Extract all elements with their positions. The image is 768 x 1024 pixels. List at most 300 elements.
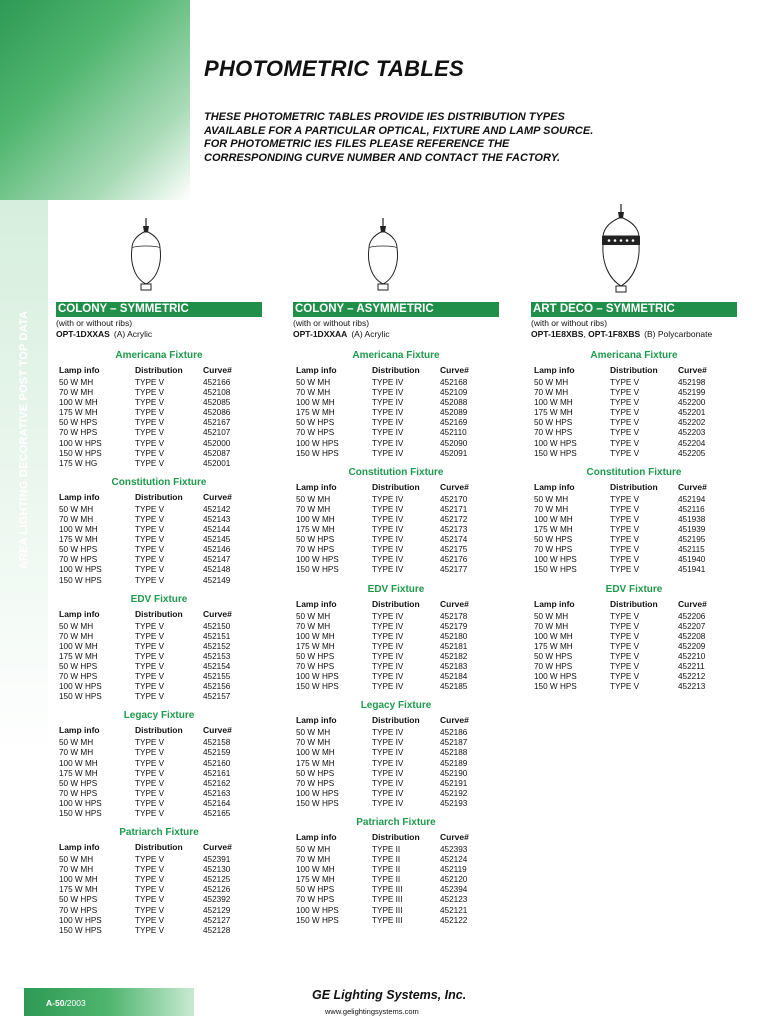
lamp-info-cell: 100 W MH — [296, 631, 335, 641]
distribution-cell: TYPE IV — [372, 788, 404, 798]
curve-cell: 452162 — [203, 778, 231, 788]
lamp-info-cell: 50 W MH — [534, 494, 569, 504]
header-distribution: Distribution — [372, 598, 420, 609]
fixture-title: Patriarch Fixture — [119, 827, 199, 839]
curve-cell: 452159 — [203, 748, 231, 758]
distribution-cell: TYPE V — [135, 798, 165, 808]
page-number-label: A-50 — [46, 998, 65, 1008]
fixture-table — [531, 466, 737, 576]
table-row — [56, 926, 262, 936]
table-row — [56, 555, 262, 565]
table-row — [56, 418, 262, 428]
lamp-info-cell: 150 W HPS — [59, 692, 102, 702]
distribution-cell: TYPE V — [135, 631, 165, 641]
lamp-info-cell: 50 W HPS — [534, 651, 573, 661]
lamp-info-cell: 100 W HPS — [534, 438, 577, 448]
distribution-cell: TYPE IV — [372, 565, 404, 575]
distribution-cell: TYPE IV — [372, 631, 404, 641]
table-row — [56, 779, 262, 789]
fixture-title: Patriarch Fixture — [356, 817, 436, 828]
distribution-cell: TYPE IV — [372, 611, 404, 621]
header-lamp: Lamp info — [296, 365, 337, 375]
distribution-cell: TYPE V — [610, 418, 640, 428]
distribution-cell: TYPE V — [135, 865, 165, 875]
table-header — [56, 363, 262, 378]
curve-cell: 452166 — [203, 378, 231, 387]
distribution-cell: TYPE V — [610, 535, 640, 545]
table-row — [56, 672, 262, 682]
distribution-cell: TYPE V — [610, 398, 640, 408]
curve-cell: 452146 — [203, 545, 231, 555]
distribution-cell: TYPE V — [135, 925, 165, 935]
table-row — [531, 535, 737, 545]
header-curve: Curve# — [678, 365, 707, 375]
table-row — [531, 449, 737, 459]
distribution-cell: TYPE V — [135, 738, 165, 748]
distribution-cell: TYPE V — [610, 641, 640, 651]
ribs-note: (with or without ribs) — [56, 318, 133, 328]
curve-cell: 452109 — [440, 388, 468, 398]
ribs-note: (with or without ribs) — [531, 318, 608, 328]
curve-cell: 452208 — [678, 631, 706, 641]
table-row — [531, 622, 737, 632]
lamp-info-cell: 50 W MH — [59, 855, 94, 865]
table-row — [56, 622, 262, 632]
distribution-cell: TYPE V — [135, 915, 165, 925]
table-row — [56, 865, 262, 875]
curve-cell: 452126 — [203, 885, 231, 895]
table-row — [293, 916, 499, 926]
curve-cell: 452213 — [678, 682, 706, 692]
header-lamp: Lamp info — [534, 365, 575, 375]
lamp-info-cell: 175 W MH — [59, 408, 98, 418]
table-header — [56, 490, 262, 505]
table-row — [56, 398, 262, 408]
lamp-info-cell: 100 W HPS — [296, 788, 339, 798]
distribution-cell: TYPE V — [135, 692, 165, 702]
lamp-info-cell: 50 W MH — [59, 738, 94, 748]
table-row — [293, 398, 499, 408]
curve-cell: 452189 — [440, 758, 468, 768]
curve-cell: 452203 — [678, 428, 706, 438]
table-row — [531, 388, 737, 398]
curve-cell: 452090 — [440, 438, 468, 448]
lamp-info-cell: 50 W HPS — [296, 535, 335, 545]
curve-cell: 452187 — [440, 738, 468, 748]
curve-cell: 452176 — [440, 555, 468, 565]
curve-cell: 452158 — [203, 738, 231, 748]
table-row — [293, 612, 499, 622]
distribution-cell: TYPE V — [135, 555, 165, 565]
lamp-info-cell: 100 W MH — [296, 865, 335, 875]
page-number — [46, 998, 86, 1008]
header-distribution: Distribution — [610, 481, 658, 492]
fixture-title: EDV Fixture — [130, 593, 188, 605]
table-row — [56, 408, 262, 418]
website-link[interactable]: www.gelightingsystems.com — [325, 1007, 419, 1016]
lamp-info-cell: 175 W HG — [59, 458, 98, 468]
curve-cell: 452206 — [678, 611, 706, 621]
distribution-cell: TYPE IV — [372, 672, 404, 682]
curve-cell: 452168 — [440, 378, 468, 387]
distribution-cell: TYPE IV — [372, 545, 404, 555]
option-code: OPT-1F8XBS — [588, 329, 641, 339]
distribution-cell: TYPE IV — [372, 525, 404, 535]
distribution-cell: TYPE V — [135, 504, 165, 514]
lamp-info-cell: 70 W HPS — [534, 545, 573, 555]
lamp-info-cell: 100 W HPS — [296, 438, 339, 448]
table-row — [531, 545, 737, 555]
option-codes — [293, 329, 499, 340]
curve-cell: 452188 — [440, 748, 468, 758]
curve-cell: 452107 — [203, 428, 231, 438]
table-row — [293, 535, 499, 545]
table-row — [531, 612, 737, 622]
fixture-table — [293, 466, 499, 576]
curve-cell: 452201 — [678, 408, 706, 418]
table-row — [56, 662, 262, 672]
table-row — [531, 555, 737, 565]
table-row — [293, 439, 499, 449]
table-row — [531, 642, 737, 652]
column-1 — [56, 302, 262, 936]
distribution-cell: TYPE V — [135, 621, 165, 631]
distribution-cell: TYPE IV — [372, 418, 404, 428]
fixture-table — [56, 476, 262, 586]
table-row — [56, 875, 262, 885]
curve-cell: 452142 — [203, 504, 231, 514]
fixture-table — [293, 349, 499, 459]
curve-cell: 452157 — [203, 692, 231, 702]
column-3 — [531, 302, 737, 692]
lamp-info-cell: 50 W HPS — [296, 885, 335, 895]
curve-cell: 452175 — [440, 545, 468, 555]
curve-cell: 452177 — [440, 565, 468, 575]
fixture-title: Constitution Fixture — [111, 476, 207, 488]
lamp-info-cell: 70 W MH — [296, 388, 331, 398]
header-curve: Curve# — [440, 832, 469, 842]
distribution-cell: TYPE V — [610, 504, 640, 514]
curve-cell: 452180 — [440, 631, 468, 641]
fixture-title: Americana Fixture — [590, 350, 678, 361]
curve-cell: 452120 — [440, 875, 468, 885]
option-tail: , — [583, 329, 589, 339]
distribution-cell: TYPE V — [135, 408, 165, 418]
distribution-cell: TYPE V — [610, 428, 640, 438]
lamp-info-cell: 150 W HPS — [296, 682, 339, 692]
table-row — [531, 428, 737, 438]
distribution-cell: TYPE V — [610, 545, 640, 555]
table-row — [56, 428, 262, 438]
curve-cell: 452393 — [440, 845, 468, 854]
side-strip — [0, 200, 48, 760]
curve-cell: 452172 — [440, 514, 468, 524]
lamp-info-cell: 175 W MH — [296, 641, 335, 651]
header-distribution: Distribution — [372, 832, 420, 842]
table-row — [531, 515, 737, 525]
curve-cell: 452091 — [440, 448, 468, 458]
header-distribution: Distribution — [372, 481, 420, 492]
distribution-cell: TYPE V — [135, 428, 165, 438]
curve-cell: 452127 — [203, 915, 231, 925]
table-row — [531, 632, 737, 642]
distribution-cell: TYPE V — [135, 565, 165, 575]
lamp-info-cell: 175 W MH — [59, 768, 98, 778]
distribution-cell: TYPE V — [135, 672, 165, 682]
table-row — [56, 632, 262, 642]
distribution-cell: TYPE IV — [372, 682, 404, 692]
table-row — [56, 769, 262, 779]
lamp-info-cell: 50 W MH — [534, 611, 569, 621]
curve-cell: 452202 — [678, 418, 706, 428]
distribution-cell: TYPE V — [610, 611, 640, 621]
curve-cell: 452130 — [203, 865, 231, 875]
distribution-cell: TYPE IV — [372, 651, 404, 661]
lamp-info-cell: 100 W HPS — [59, 682, 102, 692]
header-curve: Curve# — [203, 608, 232, 619]
fixture-table — [531, 583, 737, 693]
curve-cell: 452193 — [440, 798, 468, 808]
lamp-info-cell: 70 W HPS — [296, 545, 335, 555]
lamp-info-cell: 50 W MH — [59, 378, 94, 387]
header-distribution: Distribution — [610, 598, 658, 609]
lamp-info-cell: 100 W MH — [59, 398, 98, 408]
distribution-cell: TYPE IV — [372, 738, 404, 748]
distribution-cell: TYPE V — [135, 809, 165, 818]
distribution-cell: TYPE V — [610, 388, 640, 398]
distribution-cell: TYPE V — [135, 905, 165, 915]
lamp-info-cell: 50 W HPS — [59, 661, 98, 671]
lamp-info-cell: 50 W HPS — [296, 651, 335, 661]
curve-cell: 452154 — [203, 661, 231, 671]
lamp-info-cell: 150 W HPS — [534, 448, 577, 458]
lamp-info-cell: 100 W HPS — [59, 915, 102, 925]
lamp-info-cell: 70 W HPS — [59, 555, 98, 565]
header-curve: Curve# — [440, 715, 469, 726]
distribution-cell: TYPE V — [135, 525, 165, 535]
distribution-cell: TYPE IV — [372, 748, 404, 758]
curve-cell: 452116 — [678, 504, 705, 514]
curve-cell: 452085 — [203, 398, 231, 408]
distribution-cell: TYPE III — [372, 905, 403, 915]
lamp-info-cell: 70 W MH — [296, 738, 331, 748]
distribution-cell: TYPE V — [610, 672, 640, 682]
distribution-cell: TYPE V — [135, 575, 165, 585]
table-row — [293, 632, 499, 642]
curve-cell: 452184 — [440, 672, 468, 682]
intro-text: THESE PHOTOMETRIC TABLES PROVIDE IES DISTRIBUTION TYPES AVAILABLE FOR A PARTICULAR OPTICAL, FIXTURE AND LAMP SOURCE. FOR PHOTOMETRIC IES FILES PLEASE REFERENCE THE CORRESPONDING CURVE NUMBER AND CONTACT THE FACTORY. — [204, 111, 594, 164]
ribs-note: (with or without ribs) — [293, 318, 370, 328]
distribution-cell: TYPE V — [135, 682, 165, 692]
curve-cell: 452153 — [203, 651, 231, 661]
distribution-cell: TYPE V — [610, 438, 640, 448]
fixture-title: Constitution Fixture — [348, 466, 444, 478]
table-row — [56, 449, 262, 459]
header-distribution: Distribution — [372, 715, 420, 726]
table-row — [293, 779, 499, 789]
header-lamp: Lamp info — [59, 842, 100, 853]
curve-cell: 452115 — [678, 545, 705, 555]
fixture-table — [293, 583, 499, 693]
table-row — [293, 759, 499, 769]
distribution-cell: TYPE IV — [372, 641, 404, 651]
curve-cell: 452169 — [440, 418, 468, 428]
fixture-title: EDV Fixture — [605, 583, 663, 595]
distribution-cell: TYPE V — [135, 514, 165, 524]
lamp-info-cell: 70 W MH — [534, 621, 569, 631]
table-header — [56, 840, 262, 855]
curve-cell: 451939 — [678, 525, 706, 535]
table-row — [56, 799, 262, 809]
lamp-info-cell: 50 W HPS — [59, 778, 98, 788]
header-curve: Curve# — [203, 725, 232, 736]
curve-cell: 451941 — [678, 565, 706, 575]
colony-lamp-icon — [363, 218, 403, 292]
table-row — [56, 515, 262, 525]
lamp-info-cell: 70 W MH — [59, 388, 94, 398]
lamp-info-cell: 100 W MH — [296, 748, 335, 758]
header-curve: Curve# — [203, 365, 232, 375]
table-row — [293, 738, 499, 748]
lamp-info-cell: 100 W HPS — [59, 798, 102, 808]
lamp-info-cell: 70 W HPS — [296, 661, 335, 671]
distribution-cell: TYPE V — [610, 494, 640, 504]
curve-cell: 452122 — [440, 915, 468, 925]
lamp-info-cell: 175 W MH — [59, 651, 98, 661]
lamp-info-cell: 175 W MH — [534, 525, 573, 535]
distribution-cell: TYPE IV — [372, 378, 404, 387]
lamp-info-cell: 150 W HPS — [59, 448, 102, 458]
lamp-info-cell: 150 W HPS — [296, 448, 339, 458]
curve-cell: 452124 — [440, 855, 468, 865]
lamp-info-cell: 150 W HPS — [59, 575, 102, 585]
curve-cell: 452210 — [678, 651, 706, 661]
table-row — [56, 885, 262, 895]
lamp-info-cell: 70 W HPS — [296, 778, 335, 788]
curve-cell: 452163 — [203, 788, 231, 798]
curve-cell: 452198 — [678, 378, 706, 387]
lamp-info-cell: 100 W MH — [296, 398, 335, 408]
option-code: OPT-1DXXAS — [56, 329, 110, 339]
lamp-info-cell: 100 W HPS — [534, 555, 577, 565]
option-tail: (A) Acrylic — [113, 329, 153, 339]
header-lamp: Lamp info — [534, 481, 575, 492]
curve-cell: 452087 — [203, 448, 231, 458]
distribution-cell: TYPE V — [610, 408, 640, 418]
lamp-info-cell: 100 W MH — [59, 758, 98, 768]
curve-cell: 452181 — [440, 641, 468, 651]
table-row — [531, 398, 737, 408]
distribution-cell: TYPE V — [610, 555, 640, 565]
distribution-cell: TYPE V — [610, 565, 640, 575]
curve-cell: 452191 — [440, 778, 468, 788]
table-row — [56, 652, 262, 662]
lamp-info-cell: 175 W MH — [534, 641, 573, 651]
fixture-title: Constitution Fixture — [586, 466, 682, 478]
table-row — [531, 672, 737, 682]
header-distribution: Distribution — [372, 365, 420, 375]
curve-cell: 452211 — [678, 661, 705, 671]
distribution-cell: TYPE V — [610, 378, 640, 387]
lamp-info-cell: 70 W HPS — [59, 672, 98, 682]
lamp-info-cell: 50 W HPS — [59, 895, 98, 905]
lamp-info-cell: 50 W HPS — [59, 418, 98, 428]
curve-cell: 452182 — [440, 651, 468, 661]
distribution-cell: TYPE V — [610, 514, 640, 524]
distribution-cell: TYPE IV — [372, 661, 404, 671]
curve-cell: 452151 — [203, 631, 231, 641]
fixture-table — [56, 826, 262, 936]
table-row — [56, 895, 262, 905]
header-curve: Curve# — [678, 598, 707, 609]
lamp-info-cell: 100 W HPS — [296, 555, 339, 565]
header-lamp: Lamp info — [59, 608, 100, 619]
table-row — [56, 759, 262, 769]
option-tail: (A) Acrylic — [351, 329, 390, 339]
table-row — [531, 682, 737, 692]
header-distribution: Distribution — [135, 365, 183, 375]
table-row — [293, 408, 499, 418]
table-row — [531, 495, 737, 505]
option-code: OPT-1E8XBS — [531, 329, 584, 339]
lamp-info-cell: 150 W HPS — [296, 915, 339, 925]
curve-cell: 452391 — [203, 855, 231, 865]
side-label-text: AREA LIGHTING DECORATIVE POST TOP DATA — [18, 310, 30, 570]
table-row — [293, 622, 499, 632]
lamp-info-cell: 100 W MH — [59, 525, 98, 535]
side-label — [12, 292, 36, 588]
curve-cell: 452123 — [440, 895, 468, 905]
lamp-info-cell: 70 W MH — [534, 388, 569, 398]
table-row — [56, 642, 262, 652]
table-row — [293, 799, 499, 809]
table-row — [56, 388, 262, 398]
lamp-info-cell: 175 W MH — [296, 525, 335, 535]
corner-gradient — [0, 0, 190, 200]
table-row — [56, 378, 262, 388]
lamp-info-cell: 50 W HPS — [534, 535, 573, 545]
lamp-info-cell: 100 W MH — [59, 875, 98, 885]
curve-cell: 452205 — [678, 448, 706, 458]
table-row — [531, 408, 737, 418]
distribution-cell: TYPE IV — [372, 535, 404, 545]
header-distribution: Distribution — [135, 725, 183, 736]
table-header — [531, 597, 737, 612]
table-row — [293, 495, 499, 505]
table-row — [531, 505, 737, 515]
table-row — [56, 525, 262, 535]
column-heading: COLONY – SYMMETRIC — [56, 302, 262, 317]
fixture-table — [56, 709, 262, 819]
lamp-info-cell: 100 W MH — [534, 631, 573, 641]
lamp-info-cell: 70 W MH — [296, 504, 331, 514]
table-header — [293, 830, 499, 845]
header-lamp: Lamp info — [296, 715, 337, 726]
curve-cell: 452149 — [203, 575, 231, 585]
table-header — [56, 723, 262, 738]
distribution-cell: TYPE V — [135, 535, 165, 545]
header-lamp: Lamp info — [296, 481, 337, 492]
distribution-cell: TYPE IV — [372, 768, 404, 778]
table-row — [293, 515, 499, 525]
table-row — [293, 682, 499, 692]
curve-cell: 451940 — [678, 555, 706, 565]
distribution-cell: TYPE IV — [372, 758, 404, 768]
distribution-cell: TYPE V — [135, 885, 165, 895]
distribution-cell: TYPE IV — [372, 514, 404, 524]
lamp-info-cell: 50 W MH — [296, 494, 331, 504]
lamp-info-cell: 50 W MH — [534, 378, 569, 387]
